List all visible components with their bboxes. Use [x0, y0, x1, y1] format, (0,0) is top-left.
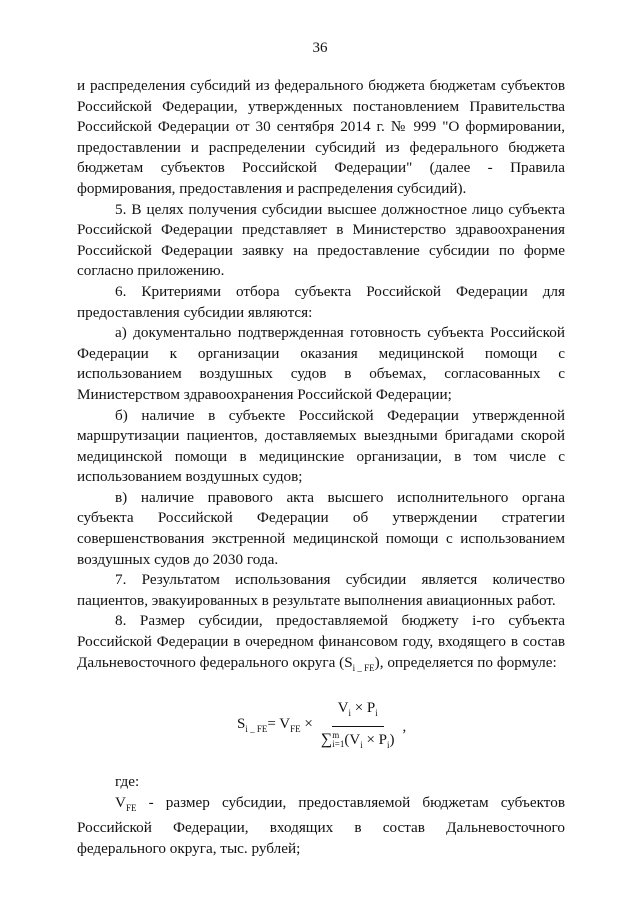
paragraph-8	[77, 611, 565, 678]
sum-symbol: ∑	[320, 730, 333, 748]
formula-trailing-comma: ,	[402, 718, 407, 735]
paragraph-6a: а) документально подтвержденная готовность субъекта Российской Федерации к организации оказания медицинской помощи с использованием воздушных судов в объемах, согласованных с Министерством здравоохранения Российской Федерации;	[77, 324, 565, 403]
paragraph-8-tail: ), определяется по формуле:	[374, 653, 557, 671]
paragraph-6v: в) наличие правового акта высшего исполнительного органа субъекта Российской Федерации об утверждении стратегии совершенствования экстренной медицинской помощи с использованием воздушных судов до 2030 года.	[77, 488, 565, 568]
formula-rhs-head: = $V_{FE}$ ×	[267, 716, 313, 735]
paragraph-5: 5. В целях получения субсидии высшее должностное лицо субъекта Российской Федерации представляет в Министерство здравоохранения Российской Федерации заявку на предоставление субсидии по форме согласно приложению.	[77, 200, 565, 280]
sum-limits: m i=1	[332, 730, 345, 750]
paragraph-continuation: и распределения субсидий из федерального бюджета бюджетам субъектов Российской Федерации, утвержденных постановлением Правительства Российской Федерации от 30 сентября 2014 г. № 999 "О формировании, предоставлении и распределении субсидий из федерального бюджета бюджетам субъектов Российской Федерации" (далее - Правила формирования, предоставления и распределения субсидий).	[77, 77, 565, 197]
paragraph-6: 6. Критериями отбора субъекта Российской Федерации для предоставления субсидии являются:	[77, 282, 565, 321]
formula-numerator: $V_i \times P_i$	[332, 698, 384, 727]
page-number: 36	[312, 40, 328, 56]
formula-block	[77, 684, 565, 762]
formula-lhs: $S_{i \_ FE}$	[237, 716, 268, 735]
formula-fraction	[317, 698, 399, 755]
where-label: где:	[115, 773, 140, 791]
document-body	[77, 76, 565, 860]
subsidy-formula	[237, 698, 406, 755]
definition-symbol-sub: FE	[125, 802, 137, 813]
definition-vfe	[77, 793, 565, 860]
paragraph-8-sub: i _ FE	[352, 662, 375, 673]
definition-symbol: V	[115, 793, 126, 811]
definition-text: - размер субсидии, предоставляемой бюджетам субъектов Российской Федерации, входящих в состав Дальневосточного федерального округа, тыс. рублей;	[77, 793, 565, 858]
paragraph-7: 7. Результатом использования субсидии является количество пациентов, эвакуированных в результате выполнения авиационных работ.	[77, 571, 565, 609]
formula-denominator: ∑ m i=1 $(V_i \times P_i)$	[320, 730, 395, 750]
paragraph-6b: б) наличие в субъекте Российской Федерации утвержденной маршрутизации пациентов, доставляемых выездными бригадами скорой медицинской помощи в медицинские организации, в том числе с использованием воздушных судов;	[77, 406, 565, 486]
paragraph-8-text: 8. Размер субсидии, предоставляемой бюджету i-го субъекта Российской Федерации в очередном финансовом году, входящего в состав Дальневосточного федерального округа (S	[77, 612, 565, 671]
